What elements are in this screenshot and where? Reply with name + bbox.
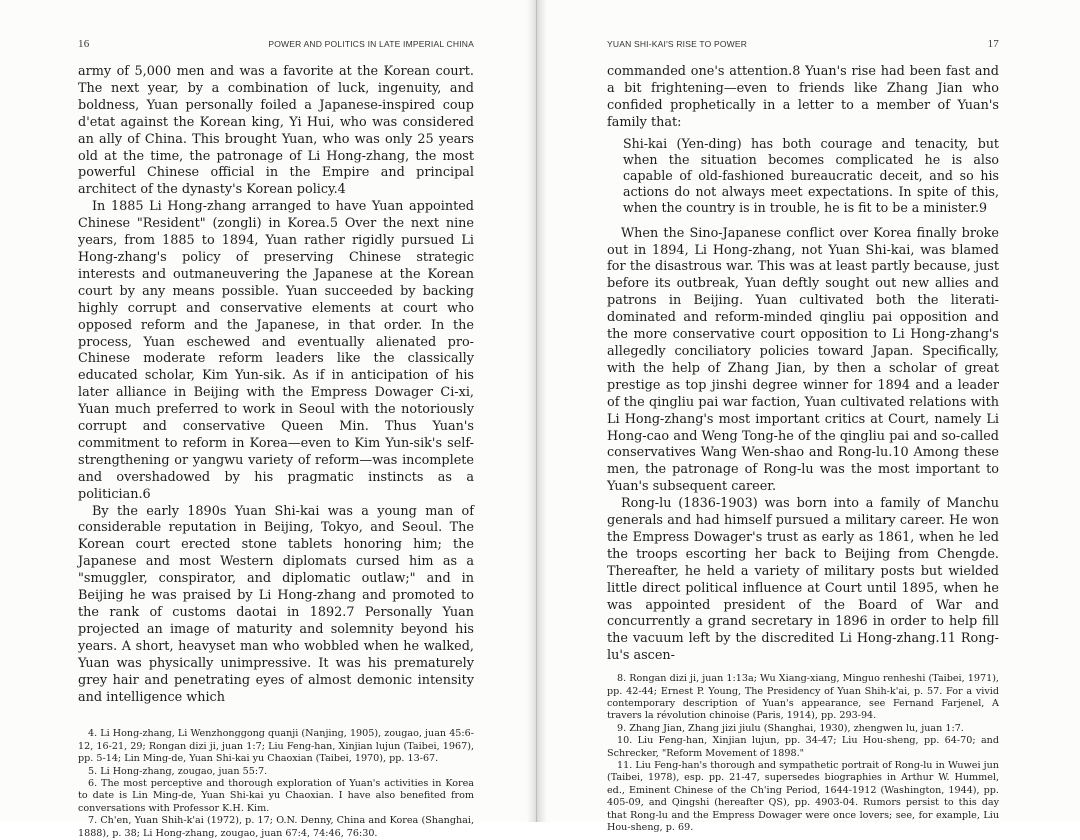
right-body-text (607, 64, 999, 665)
book-gutter (527, 0, 547, 822)
block-quote: Shi-kai (Yen-ding) has both courage and tenacity, but when the situation becomes complicated he is also capable of old-fashioned bureaucratic deceit, and so his actions do not always meet expectations. In spite of this, when the country is in trouble, he is fit to be a minister.9 (623, 135, 999, 216)
footnote-7: 7. Ch'en, Yuan Shih-k'ai (1972), p. 17; O.N. Denny, China and Korea (Shanghai, 1888), p. 38; Li Hong-zhang, zougao, juan 67:4, 74:46, 76:30. (78, 815, 474, 839)
footnote-6: 6. The most perceptive and thorough exploration of Yuan's activities in Korea to date is Lin Ming-de, Yuan Shi-kai yu Chaoxian. I have also benefited from conversations with Professor K.H. Kim. (78, 778, 474, 814)
left-running-title: POWER AND POLITICS IN LATE IMPERIAL CHINA (268, 39, 474, 49)
right-running-head (607, 38, 999, 54)
footnote-10: 10. Liu Feng-han, Xinjian lujun, pp. 34-47; Liu Hou-sheng, pp. 64-70; and Schrecker, "Reform Movement of 1898." (607, 735, 999, 759)
right-paragraph-2: Rong-lu (1836-1903) was born into a family of Manchu generals and had himself pursued a military career. He won the Empress Dowager's trust as early as 1861, when he led the troops escorting her back to Beijing from Chengde. Thereafter, he held a variety of military posts but wielded little direct political influence at Court until 1895, when he was appointed president of the Board of War and concurrently a grand secretary in 1896 in order to help fill the vacuum left by the discredited Li Hong-zhang.11 Rong-lu's ascen- (607, 496, 999, 664)
right-page-number: 17 (987, 38, 999, 50)
right-running-title: YUAN SHI-KAI'S RISE TO POWER (607, 39, 748, 49)
gutter-line (536, 0, 537, 822)
left-page (78, 38, 474, 840)
left-paragraph-3: By the early 1890s Yuan Shi-kai was a young man of considerable reputation in Beijing, Tokyo, and Seoul. The Korean court erected stone tablets honoring him; the Japanese and most Western diplomats cursed him as a "smuggler, conspirator, and diplomatic outlaw;" and in Beijing he was praised by Li Hong-zhang and promoted to the rank of customs daotai in 1892.7 Personally Yuan projected an image of maturity and solemnity beyond his years. A short, heavyset man who wobbled when he walked, Yuan was physically unimpressive. It was his prematurely grey hair and penetrating eyes of almost demonic intensity and intelligence which (78, 503, 474, 705)
left-body-text (78, 64, 474, 706)
right-page (607, 38, 999, 834)
footnote-5: 5. Li Hong-zhang, zougao, juan 55:7. (88, 765, 268, 777)
left-paragraph-1: army of 5,000 men and was a favorite at the Korean court. The next year, by a combination of luck, ingenuity, and boldness, Yuan personally foiled a Japanese-inspired coup d'etat against the Korean king, Yi Hui, who was considered an ally of China. This brought Yuan, who was only 25 years old at the time, the patronage of Li Hong-zhang, the most powerful Chinese official in the Empire and principal architect of the dynasty's Korean policy.4 (78, 64, 474, 198)
left-footnotes (78, 728, 474, 840)
left-paragraph-2: In 1885 Li Hong-zhang arranged to have Yuan appointed Chinese "Resident" (zongli) in Korea.5 Over the next nine years, from 1885 to 1894, Yuan rather rigidly pursued Li Hong-zhang's policy of preserving Chinese strategic interests and outmaneuvering the Japanese at the Korean court by any means possible. Yuan succeeded by backing highly corrupt and conservative elements at court who opposed reform and the Japanese, in that order. In the process, Yuan eschewed and eventually alienated pro-Chinese moderate reform leaders like the classically educated scholar, Kim Yun-sik. As if in anticipation of his later alliance in Beijing with the Empress Dowager Ci-xi, Yuan much preferred to work in Seoul with the notoriously corrupt and conservative Queen Min. Thus Yuan's commitment to reform in Korea—even to Kim Yun-sik's self-strengthening or yangwu variety of reform—was incomplete and overshadowed by his pragmatic instincts as a politician.6 (78, 199, 474, 502)
footnote-8: 8. Rongan dizi ji, juan 1:13a; Wu Xiang-xiang, Minguo renheshi (Taibei, 1971), pp. 42-44; Ernest P. Young, The Presidency of Yuan Shih-k'ai, p. 57. For a vivid contemporary description of Yuan's appearance, see Fernand Farjenel, A travers la révolution chinoise (Paris, 1914), pp. 293-94. (607, 673, 999, 722)
footnote-4: 4. Li Hong-zhang, Li Wenzhonggong quanji (Nanjing, 1905), zougao, juan 45:6-12, 16-21, 29; Rongan dizi ji, juan 1:7; Liu Feng-han, Xinjian lujun (Taibei, 1967), pp. 5-14; Lin Ming-de, Yuan Shi-kai yu Chaoxian (Taibei, 1970), pp. 13-67. (78, 728, 474, 765)
left-page-number: 16 (78, 38, 90, 50)
footnote-11: 11. Liu Feng-han's thorough and sympathetic portrait of Rong-lu in Wuwei jun (Taibei, 1978), esp. pp. 21-47, supersedes biographies in Arthur W. Hummel, ed., Eminent Chinese of the Ch'ing Period, 1644-1912 (Washington, 1944), pp. 405-09, and Qingshi (hereafter QS), pp. 4903-04. Rumors persist to this day that Rong-lu and the Empress Dowager were once lovers; see, for example, Liu Hou-sheng, p. 69. (607, 760, 999, 834)
left-running-head (78, 38, 474, 54)
right-footnotes (607, 673, 999, 834)
right-paragraph-1: When the Sino-Japanese conflict over Korea finally broke out in 1894, Li Hong-zhang, not Yuan Shi-kai, was blamed for the disastrous war. This was at least partly because, just before its outbreak, Yuan deftly sought out new allies and patrons in Beijing. Yuan cultivated both the literati-dominated and reform-minded qingliu pai opposition and the more conservative court opposition to Li Hong-zhang's allegedly conciliatory policies toward Japan. Specifically, with the help of Zhang Jian, by then a scholar of great prestige as top jinshi degree winner for 1894 and a leader of the qingliu pai war faction, Yuan cultivated relations with Li Hong-zhang's most important critics at Court, namely Li Hong-cao and Weng Tong-he of the qingliu pai and so-called conservatives Wang Wen-shao and Rong-lu.10 Among these men, the patronage of Rong-lu was the most important to Yuan's subsequent career. (607, 225, 999, 495)
footnote-9: 9. Zhang Jian, Zhang jizi jiulu (Shanghai, 1930), zhengwen lu, juan 1:7. (617, 722, 964, 734)
right-lead-paragraph: commanded one's attention.8 Yuan's rise had been fast and a bit frightening—even to friends like Zhang Jian who confided prophetically in a letter to a member of Yuan's family that: (607, 64, 999, 130)
